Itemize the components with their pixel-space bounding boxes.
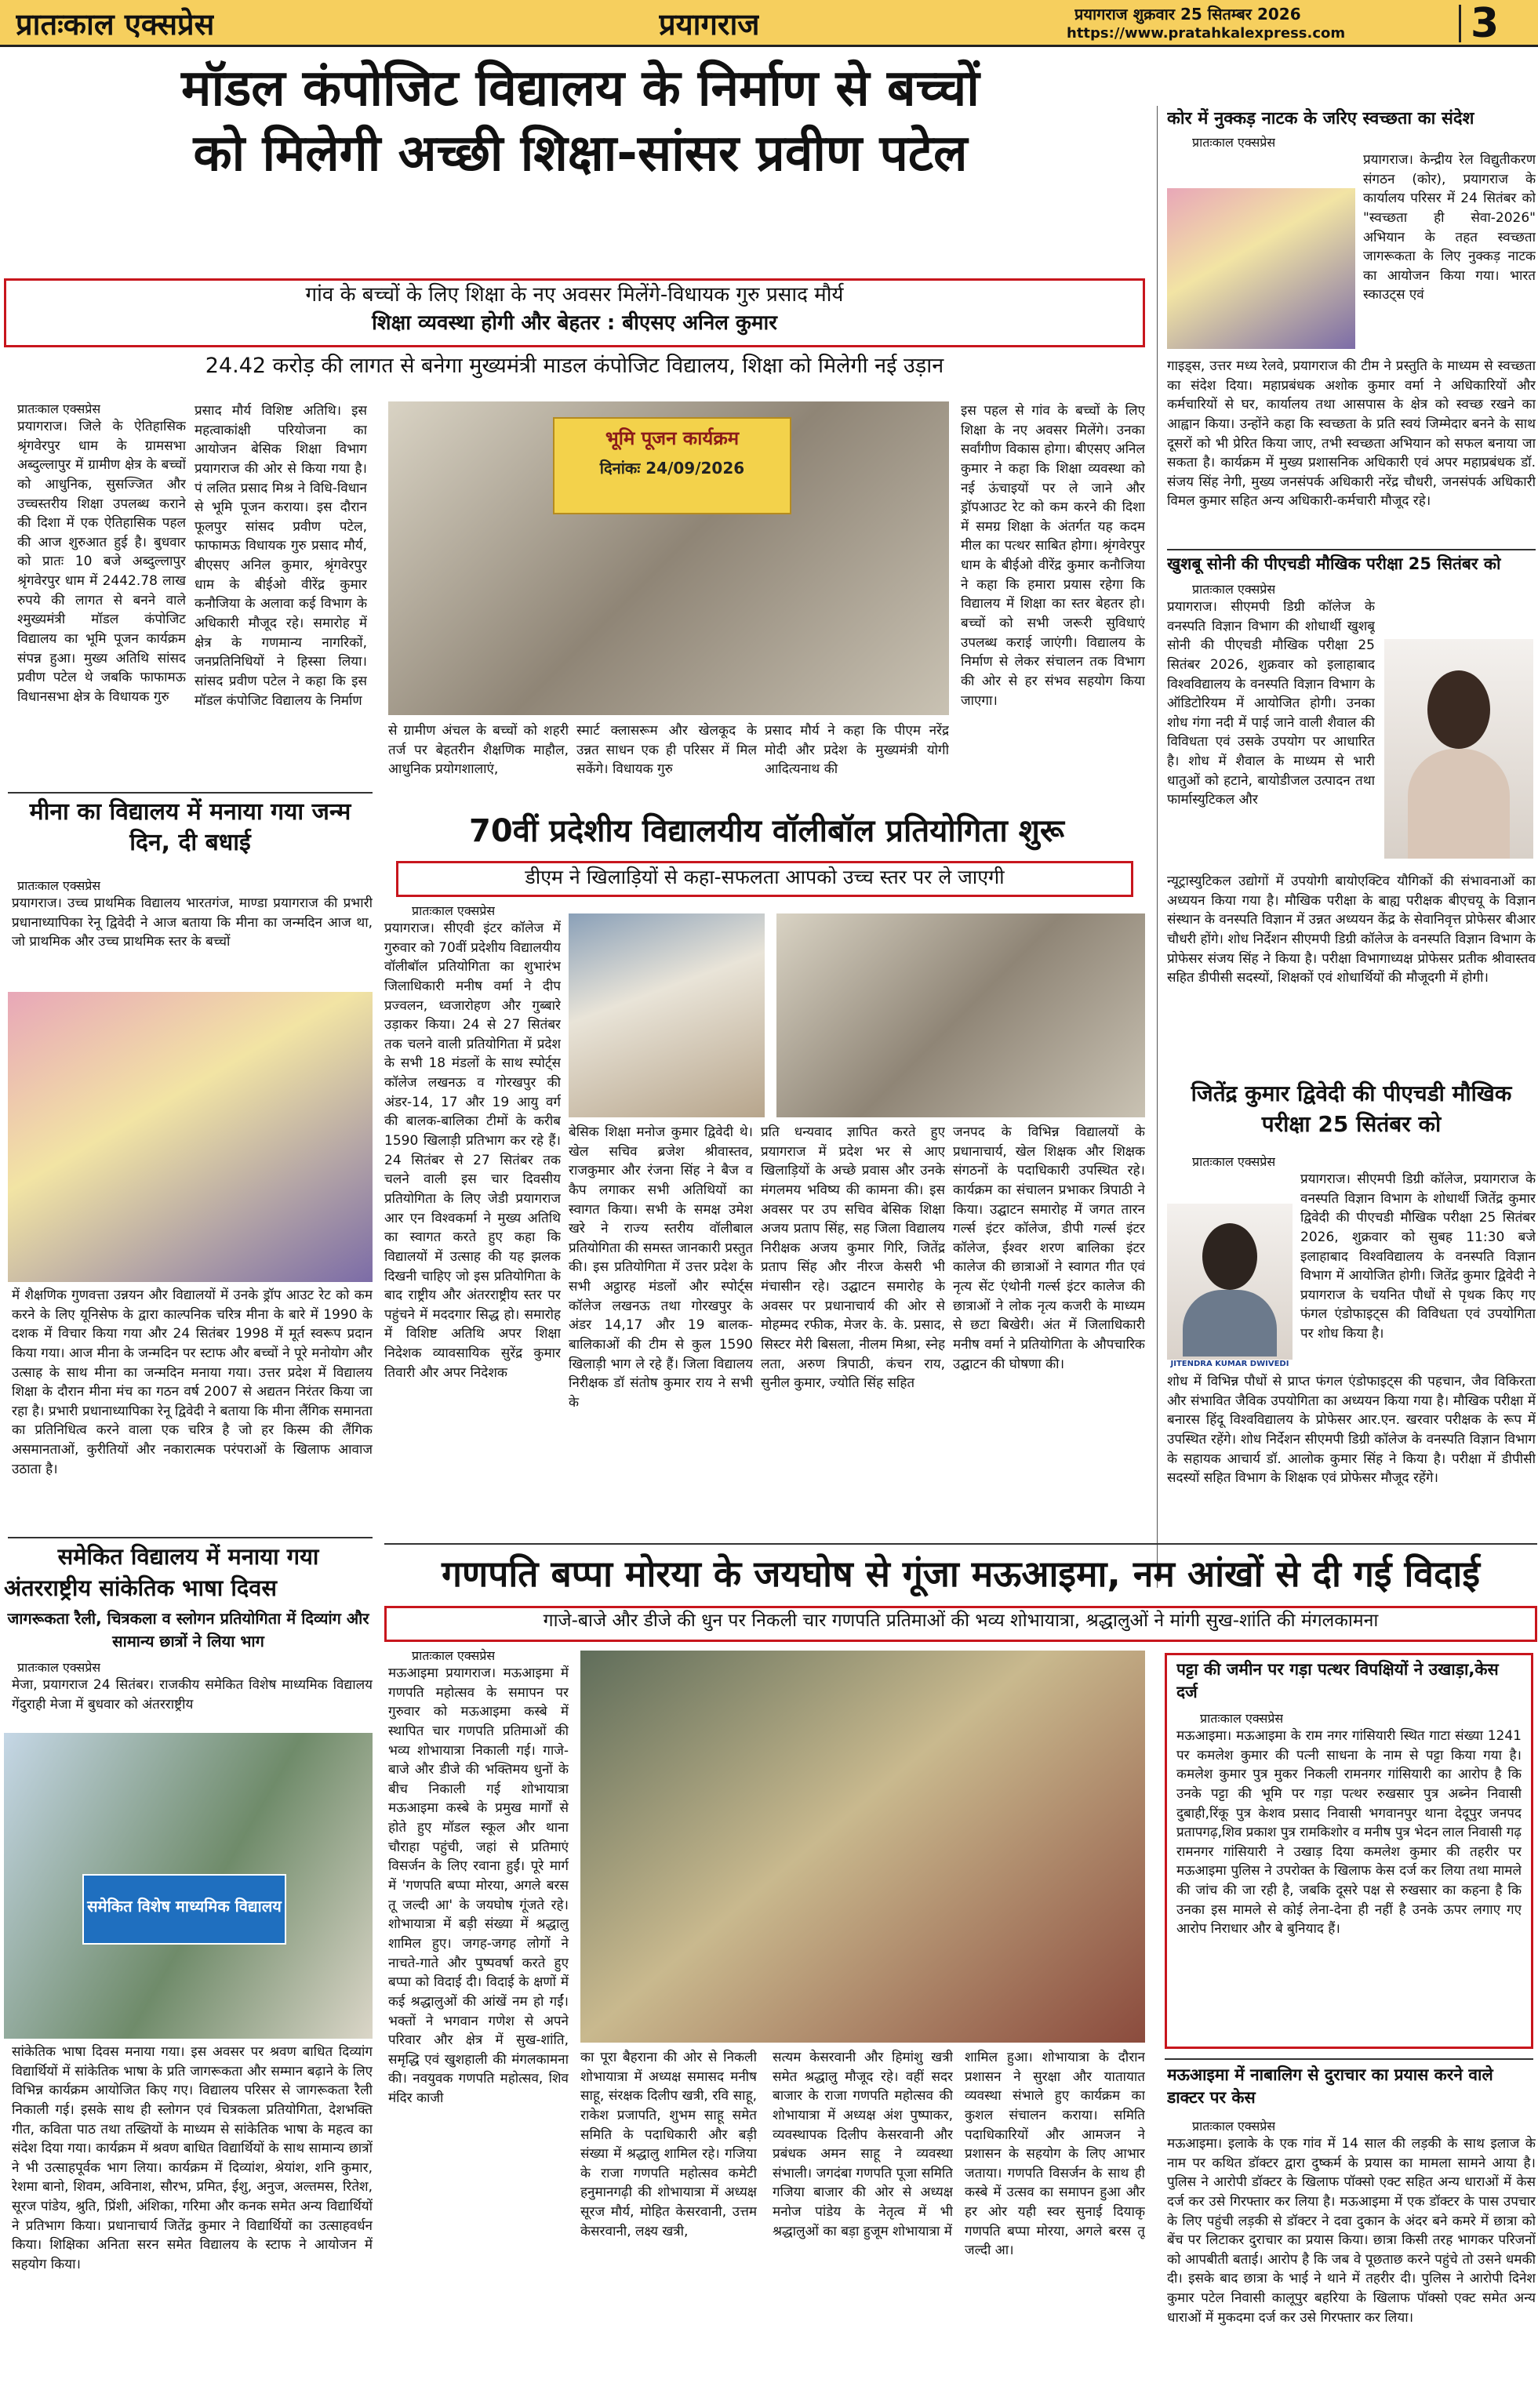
nukkad-intro: प्रयागराज। केन्द्रीय रेल विद्युतीकरण संगठन (कोर), प्रयागराज के कार्यालय परिसर में 24 सितंबर को "स्वच्छता ही सेवा-2026" अभियान के तहत स्वच्छता जागरूकता के लिए नुक्कड़ नाटक का आयोजन किया गया। भारत स्काउट्स एवं [1363,152,1536,303]
lead-col2: प्रसाद मौर्य विशिष्ट अतिथि। इस महत्वाकांक्षी परियोजना का आयोजन बेसिक शिक्षा विभाग प्रयागराज की ओर से किया गया है। पं ललित प्रसाद मिश्र ने विधि-विधान से भूमि पूजन कराया। इस दौरान फूलपुर सांसद प्रवीण पटेल, फाफामऊ विधायक गुरु प्रसाद मौर्य, बीएसए अनिल कुमार, श्रृंगवेरपुर धाम के बीईओ वीरेंद्र कुमार कनौजिया के अलावा कई विभाग के अधिकारी मौजूद रहे। समारोह में क्षेत्र के गणमान्य नागरिकों, जनप्रतिनिधियों ने हिस्सा लिया। सांसद प्रवीण पटेल ने कहा कि इस मॉडल कंपोजिट विद्यालय के निर्माण [195,403,367,709]
jitendra-headline: जितेंद्र कुमार द्विवेदी की पीएचडी मौखिक परीक्षा 25 सितंबर को [1191,1081,1512,1138]
lead-sub3: 24.42 करोड़ की लागत से बनेगा मुख्यमंत्री माडल कंपोजिट विद्यालय, शिक्षा को मिलेगी नई उड़ान [205,354,944,378]
nukkad-rule [1167,549,1536,550]
patta-body: मऊआइमा। मऊआइमा के राम नगर गांसियारी स्थित गाटा संख्या 1241 पर कमलेश कुमार की पत्नी साधना के नाम से पट्टा किया गया है। कमलेश कुमार पुत्र मुकर निकली रामनगर गांसियारी का आरोप है कि उनके पट्टा की भूमि पर गड़ा पत्थर रुखसार पुत्र अब्नेन निवासी दुबाही,रिंकू पुत्र केशव प्रसाद निवासी भगवानपुर थाना देदूपुर जनपद प्रतापगढ़,शिव प्रकाश पुत्र रामकिशोर व मनीष पुत्र भेदन लाल निवासी गढ़ रामनगर गांसियारी ने उखाड़ दिया कमलेश कुमार की तहरीर पर मऊआइमा पुलिस ने उपरोक्त के खिलाफ केस दर्ज कर लिया तथा मामले की जांच की जा रही है, जबकि दूसरे पक्ष से रुखसार का कहना है कि उनका इस मामले से कोई लेना-देना ही नहीं है उनके ऊपर लगाए गए आरोप निराधार और बे बुनियाद हैं। [1176,1728,1522,1938]
edition-city: प्रयागराज [659,7,760,42]
website-link[interactable]: https://www.pratahkalexpress.com [1067,25,1346,42]
date-line: प्रयागराज शुक्रवार 25 सितम्बर 2026 [1074,5,1301,24]
page-number: 3 [1471,0,1500,47]
volleyball-col1: प्रयागराज। सीएवी इंटर कॉलेज में गुरुवार को 70वीं प्रदेशीय विद्यालयीय वॉलीबॉल प्रतियोगिता का शुभारंभ जिलाधिकारी मनीष वर्मा ने दीप प्रज्वलन, ध्वजारोहण और गुब्बारे उड़ाकर किया। 24 से 27 सितंबर तक चलने वाली प्रतियोगिता में प्रदेश के सभी 18 मंडलों के साथ स्पोर्ट्स कॉलेज लखनऊ व गोरखपुर की अंडर-14, 17 और 19 आयु वर्ग की बालक-बालिका टीमों के करीब 1590 खिलाड़ी प्रतिभाग कर रहे हैं। 24 सितंबर से 27 सितंबर तक चलने वाली इस चार दिवसीय प्रतियोगिता के लिए जेडी प्रयागराज आर एन विश्वकर्मा ने मुख्य अतिथि का स्वागत करते हुए कहा कि विद्यालयों में उत्साह की यह झलक दिखनी चाहिए जो इस प्रतियोगिता के बाद राष्ट्रीय और अंतरराष्ट्रीय स्तर पर पहुंचने में मददगार सिद्ध हो। समारोह में विशिष्ट अतिथि अपर शिक्षा निदेशक व्यावसायिक सुरेंद्र कुमार तिवारी और अपर निदेशक [384,921,561,1381]
jitendra-body: शोध में विभिन्न पौधों से प्राप्त फंगल एंडोफाइट्स की पहचान, जैव विकिरता और संभावित जैविक उपयोगिता का अध्ययन किया गया है। मौखिक परीक्षा में बनारस हिंदू विश्वविद्यालय के प्रोफेसर आर.एन. खरवार परीक्षक के रूप में उपस्थित रहेंगे। शोध निर्देशन सीएमपी डिग्री कॉलेज के वनस्पति विज्ञान विभाग के सहायक आचार्य डॉ. आलोक कुमार सिंह ने किया है। परीक्षा में डीपीसी सदस्यों सहित विभाग के शिक्षक एवं प्रोफेसर मौजूद रहेंगे। [1167,1374,1536,1487]
mina-body: में शैक्षणिक गुणवत्ता उन्नयन और विद्यालयों में उनके ड्रॉप आउट रेट को कम करने के लिए यूनिसेफ के द्वारा काल्पनिक चरित्र मीना के बारे में 1990 के दशक में विचार किया गया और 24 सितंबर 1998 में मूर्त स्वरूप प्रदान किया गया। आज मीना के जन्मदिन पर स्टाफ और बच्चों ने पूरे मनोयोग और उत्साह के साथ मीना का जन्मदिन मनाया गया। उत्तर प्रदेश में विद्यालय शिक्षा के दौरान मीना मंच का गठन वर्ष 2007 से अद्यतन निरंतर किया जा रहा है। प्रभारी प्रधानाध्यापिका रेनू द्विवेदी ने बताया कि मीना लैंगिक समानता का प्रतिनिधित्व करने वाला एक चरित्र है जो हर किस्म की लैंगिक असमानताओं, कुरीतियों और नकारात्मक परंपराओं के खिलाफ आवाज उठाता है। [12,1288,373,1477]
volleyball-col3: प्रति धन्यवाद ज्ञापित करते हुए प्रयागराज में प्रदेश भर से आए खिलाड़ियों के अच्छे प्रवास और उनके मंगलमय भविष्य की कामना की। इस अवसर पर उप सचिव बेसिक शिक्षा अजय प्रताप सिंह, सह जिला विद्यालय निरीक्षक अजय कुमार गिरि, जितेंद्र प्रताप सिंह और नीरज केसरी भी मंचासीन रहे। उद्घाटन समारोह के अवसर पर प्रधानाचार्य की ओर से मोहम्मद रफीक, मेजर के. के. प्रसाद, सिस्टर मेरी बिसला, नीलम मिश्रा, स्नेह लता, अरुण त्रिपाठी, कंचन राय, सुनील कुमार, ज्योति सिंह सहित [761,1124,945,1392]
signlang-rule [8,1537,373,1538]
khushbu-intro: प्रयागराज। सीएमपी डिग्री कॉलेज के वनस्पति विज्ञान विभाग की शोधार्थी खुशबू सोनी की पीएचडी मौखिक परीक्षा 25 सितंबर 2026, शुक्रवार को इलाहाबाद विश्वविद्यालय के वनस्पति विज्ञान विभाग के ऑडिटोरियम में आयोजित होगी। उनका शोध गंगा नदी में पाई जाने वाली शैवाल की विविधता एवं उसके उपयोग पर आधारित है। शोध में शैवाल के माध्यम से भारी धातुओं को हटाने, बायोडीजल उत्पादन तथा फार्मास्युटिकल और [1167,599,1375,808]
mina-byline: प्रातःकाल एक्सप्रेस [17,878,101,893]
khushbu-byline: प्रातःकाल एक्सप्रेस [1192,582,1276,597]
signlang-byline: प्रातःकाल एक्सप्रेस [17,1660,101,1675]
nukkad-body: गाइड्स, उत्तर मध्य रेलवे, प्रयागराज की टीम ने प्रस्तुति के माध्यम से स्वच्छता का संदेश दिया। महाप्रबंधक अशोक कुमार वर्मा ने अधिकारियों और कर्मचारियों से घर, कार्यालय तथा आसपास के क्षेत्र को स्वच्छ रखने का आह्वान किया। उन्होंने कहा कि स्वच्छता के प्रति स्वयं जिम्मेदार बनने के साथ दूसरों को भी प्रेरित किया जाए, तभी स्वच्छता अभियान को सफल बनाया जा सकता है। कार्यक्रम में मुख्य प्रशासनिक अधिकारी एवं अपर महाप्रबंधक डॉ. संजय सिंह नेगी, मुख्य जनसंपर्क अधिकारी नरेंद्र चौधरी, जनसंपर्क अधिकारी विमल कुमार सहित अन्य अधिकारी-कर्मचारी मौजूद रहे। [1167,358,1536,510]
masthead-divider [1459,5,1461,42]
lead-photo-banner [553,417,791,514]
lead-col6: इस पहल से गांव के बच्चों के लिए शिक्षा के नए अवसर मिलेंगे। उनका सर्वांगीण विकास होगा। बीएसए अनिल कुमार ने कहा कि शिक्षा व्यवस्था को नई ऊंचाइयों पर ले जाने और ड्रॉपआउट रेट को कम करने की दिशा में समग्र शिक्षा के अंतर्गत यह कदम मील का पत्थर साबित होगा। श्रृंगवेरपुर धाम के बीईओ वीरेंद्र कुमार कनौजिया ने कहा कि हमारा प्रयास रहेगा कि विद्यालय में शिक्षा का स्तर बेहतर हो। बच्चों को सभी जरूरी सुविधाएं उपलब्ध कराई जाएंगी। विद्यालय के निर्माण से लेकर संचालन तक विभाग की ओर से हर संभव सहयोग किया जाएगा। [961,403,1145,709]
ganpati-col2: का पूरा बैहराना की ओर से निकली शोभायात्रा में अध्यक्ष समासद मनीष साहू, संरक्षक दिलीप खत्री, रवि साहू, राकेश प्रजापति, शुभम साहू समेत समिति के पदाधिकारी और बड़ी संख्या में श्रद्धालु शामिल रहे। गजिया के राजा गणपति महोत्सव कमेटी हनुमानगढ़ी की शोभायात्रा में अध्यक्ष सूरज मौर्य, मोहित केसरवानी, उत्तम केसरवानी, लक्ष्य खत्री, [580,2050,757,2239]
jitendra-intro: प्रयागराज। सीएमपी डिग्री कॉलेज, प्रयागराज के वनस्पति विज्ञान विभाग के शोधार्थी जितेंद्र कुमार द्विवेदी की पीएचडी मौखिक परीक्षा 25 सितंबर 2026, शुक्रवार को सुबह 11:30 बजे इलाहाबाद विश्वविद्यालय के वनस्पति विज्ञान विभाग में आयोजित होगी। जितेंद्र कुमार द्विवेदी ने प्रयागराज के चयनित पौधों से पृथक किए गए फंगल एंडोफाइट्स की विविधता एवं उपयोगिता पर शोध किया है। [1300,1171,1536,1342]
portrait-body-icon [1408,749,1510,859]
volleyball-photo-2 [776,913,1145,1117]
signlang-headline2: अंतरराष्ट्रीय सांकेतिक भाषा दिवस [4,1574,277,1601]
paper-name: प्रातःकाल एक्सप्रेस [16,7,215,42]
khushbu-portrait [1384,639,1533,859]
ganpati-rule [384,1543,1537,1545]
jitendra-byline: प्रातःकाल एक्सप्रेस [1192,1154,1276,1169]
volleyball-col2: बेसिक शिक्षा मनोज कुमार द्विवेदी थे। खेल सचिव ब्रजेश श्रीवास्तव, राजकुमार और रंजना सिंह ने बैज व कैप लगाकर सभी अतिथियों का स्वागत किया। सभी के समक्ष उमेश खरे ने राज्य स्तरीय वॉलीबाल प्रतियोगिता की समस्त जानकारी प्रस्तुत की। इस प्रतियोगिता में उत्तर प्रदेश के सभी अट्ठारह मंडलों और स्पोर्ट्स कॉलेज लखनऊ तथा गोरखपुर के अंडर 14,17 और 19 बालक-बालिकाओं की टीम से कुल 1590 खिलाड़ी भाग ले रहे हैं। जिला विद्यालय निरीक्षक डॉ संतोष कुमार राय ने सभी के [569,1124,753,1411]
lead-col3: से ग्रामीण अंचल के बच्चों को शहरी तर्ज पर बेहतरीन शैक्षणिक माहौल, आधुनिक प्रयोगशालाएं, [388,723,569,778]
khushbu-headline: खुशबू सोनी की पीएचडी मौखिक परीक्षा 25 सितंबर को [1167,554,1501,573]
lead-photo-banner-title: भूमि पूजन कार्यक्रम [605,427,740,449]
mina-photo [8,992,373,1282]
signlang-sub: जागरूकता रैली, चित्रकला व स्लोगन प्रतियोगिता में दिव्यांग और सामान्य छात्रों ने लिया भाग [7,1609,369,1651]
signlang-headline1: समेकित विद्यालय में मनाया गया [57,1543,319,1570]
doctor-rule [1165,2058,1533,2060]
ganpati-col1: मऊआइमा प्रयागराज। मऊआइमा में गणपति महोत्सव के समापन पर गुरुवार को मऊआइमा कस्बे में स्थापित चार गणपति प्रतिमाओं की भव्य शोभायात्रा निकाली गई। गाजे-बाजे और डीजे की भक्तिमय धुनों के बीच निकाली गई शोभायात्रा मऊआइमा कस्बे के प्रमुख मार्गों से होते हुए मॉडल स्कूल और थाना चौराहा पहुंची, जहां से प्रतिमाएं विसर्जन के लिए रवाना हुईं। पूरे मार्ग में 'गणपति बप्पा मोरया, अगले बरस तू जल्दी आ' के जयघोष गूंजते रहे। शोभायात्रा में बड़ी संख्या में श्रद्धालु शामिल हुए। जगह-जगह लोगों ने नाचते-गाते और पुष्पवर्षा करते हुए बप्पा को विदाई दी। विदाई के क्षणों में कई श्रद्धालुओं की आंखें नम हो गईं। भक्तों ने भगवान गणेश से अपने परिवार और क्षेत्र में सुख-शांति, समृद्धि एवं खुशहाली की मंगलकामना की। नवयुवक गणपति महोत्सव, शिव मंदिर काजी [388,1665,569,2107]
volleyball-col4: जनपद के विभिन्न विद्यालयों के प्रधानाचार्य, खेल शिक्षक और शिक्षक संगठनों के पदाधिकारी उपस्थित रहे। कार्यक्रम का संचालन प्रभाकर त्रिपाठी ने किया। उद्घाटन समारोह में जगत तारन गर्ल्स इंटर कॉलेज, डीपी गर्ल्स इंटर कॉलेज, ईश्वर शरण बालिका इंटर कालेज की छात्राओं ने स्वागत गीत एवं नृत्य सेंट एंथोनी गर्ल्स इंटर कालेज की छात्राओं ने लोक नृत्य कजरी के माध्यम से छटा बिखेरी। अंत में जिलाधिकारी मनीष वर्मा ने प्रतियोगिता के औपचारिक उद्घाटन की घोषणा की। [953,1124,1145,1372]
ganpati-col4: शामिल हुआ। शोभायात्रा के दौरान प्रशासन ने सुरक्षा और यातायात व्यवस्था संभाले हुए कार्यक्रम का कुशल संचालन कराया। समिति पदाधिकारियों और आमजन ने प्रशासन के सहयोग के लिए आभार जताया। गणपति विसर्जन के साथ ही कस्बे में उत्सव का समापन हुआ और हर ओर यही स्वर सुनाई दियाकृ गणपति बप्पा मोरया, अगले बरस तू जल्दी आ। [965,2050,1145,2259]
ganpati-sub: गाजे-बाजे और डीजे की धुन पर निकली चार गणपति प्रतिमाओं की भव्य शोभायात्रा, श्रद्धालुओं ने मांगी सुख-शांति की मंगलकामना [384,1606,1537,1642]
ganpati-photo [580,1651,1145,2043]
nukkad-headline: कोर में नुक्कड़ नाटक के जरिए स्वच्छता का संदेश [1167,109,1474,129]
lead-headline-line1: मॉडल कंपोजिट विद्यालय के निर्माण से बच्चों [181,60,980,118]
doctor-body: मऊआइमा। इलाके के एक गांव में 14 साल की लड़की के साथ इलाज के नाम पर कथित डॉक्टर द्वारा दुष्कर्म के प्रयास का मामला सामने आया है। पुलिस ने आरोपी डॉक्टर के खिलाफ पॉक्सो एक्ट सहित अन्य धाराओं में केस दर्ज कर उसे गिरफ्तार कर लिया है। मऊआइमा में एक डॉक्टर के पास उपचार के लिए पहुंची लड़की से डॉक्टर ने दवा दुकान के अंदर बने कमरे में छात्रा को बेंच पर लिटाकर दुराचार का प्रयास किया। छात्रा किसी तरह भागकर परिजनों को आपबीती बताई। आरोप है कि जब वे पूछताछ करने पहुंचे तो उसने धमकी दी। इसके बाद छात्रा के भाई ने थाने में तहरीर दी। पुलिस ने आरोपी दिनेश कुमार पटेल निवासी कालूपुर बहरिया के खिलाफ पॉक्सो एक्ट समेत अन्य धाराओं में मुकदमा दर्ज कर उसे गिरफ्तार कर लिया। [1167,2136,1536,2326]
signlang-photo-banner: समेकित विशेष माध्यमिक विद्यालय [82,1874,286,1945]
lead-headline-line2: को मिलेगी अच्छी शिक्षा-सांसर प्रवीण पटेल [193,125,968,183]
volleyball-byline: प्रातःकाल एक्सप्रेस [412,903,496,918]
patta-byline: प्रातःकाल एक्सप्रेस [1200,1711,1284,1726]
lead-headline [16,56,1145,187]
jitendra-photo-caption: JITENDRA KUMAR DWIVEDI [1167,1360,1293,1368]
lead-sub2: शिक्षा व्यवस्था होगी और बेहतर : बीएसए अनिल कुमार [372,311,777,336]
volleyball-headline: 70वीं प्रदेशीय विद्यालयीय वॉलीबॉल प्रतियोगिता शुरू [469,813,1064,849]
patta-headline: पट्टा की जमीन पर गड़ा पत्थर विपक्षियों ने उखाड़ा,केस दर्ज [1176,1660,1499,1702]
volleyball-sub: डीएम ने खिलाड़ियों से कहा-सफलता आपको उच्च स्तर पर ले जाएगी [396,861,1133,897]
lead-photo [388,401,949,715]
doctor-headline: मऊआइमा में नाबालिग से दुराचार का प्रयास करने वाले डाक्टर पर केस [1167,2065,1493,2108]
lead-col1: प्रयागराज। जिले के ऐतिहासिक श्रृंगवेरपुर धाम के ग्रामसभा अब्दुल्लापुर में ग्रामीण क्षेत्र के बच्चों को आधुनिक, सुसज्जित और उच्चस्तरीय शिक्षा उपलब्ध कराने की दिशा में एक ऐतिहासिक पहल की आज शुरुआत हुई है। बुधवार को प्रातः 10 बजे अब्दुल्लापुर श्रृंगवेरपुर धाम में 2442.78 लाख रुपये की लागत से बनने वाले श्मुख्यमंत्री मॉडल कंपोजिट विद्यालय का भूमि पूजन कार्यक्रम संपन्न हुआ। मुख्य अतिथि सांसद प्रवीण पटेल थे जबकि फाफामऊ विधानसभा क्षेत्र के विधायक गुरु [17,419,186,705]
doctor-byline: प्रातःकाल एक्सप्रेस [1192,2119,1276,2134]
lead-subhead-box [4,278,1145,347]
mina-rule [8,792,373,794]
mina-intro: प्रयागराज। उच्च प्राथमिक विद्यालय भारतगंज, माण्डा प्रयागराज की प्रभारी प्रधानाध्यापिका रेनू द्विवेदी ने आज बताया कि मीना का जन्मदिन आज था, जो प्राथमिक और उच्च प्राथमिक स्तर के बच्चों [12,895,373,950]
lead-col4: स्मार्ट क्लासरूम और खेलकूद के उन्नत साधन एक ही परिसर में मिल सकेंगे। विधायक गुरु [576,723,757,778]
portrait-head-icon [1427,670,1490,749]
lead-photo-banner-date: दिनांकः 24/09/2026 [599,459,745,478]
column-rule-right [1157,106,1158,1588]
lead-byline: प्रातःकाल एक्सप्रेस [17,401,101,416]
khushbu-body: न्यूट्रास्युटिकल उद्योगों में उपयोगी बायोएक्टिव यौगिकों की संभावनाओं का अध्ययन किया गया है। मौखिक परीक्षा के बाह्य परीक्षक बीएचयू के विज्ञान संस्थान के वनस्पति विज्ञान में उन्नत अध्ययन केंद्र के सेवानिवृत्त प्रोफेसर बीआर चौधरी होंगे। शोध निर्देशन सीएमपी डिग्री कॉलेज के वनस्पति विज्ञान विभाग के प्रोफेसर संजय सिंह ने किया है। परीक्षा विभागाध्यक्ष प्रोफेसर प्रतीक श्रीवास्तव सहित डीपीसी सदस्यों, शिक्षकों एवं शोधार्थियों की मौजूदगी में होगी। [1167,873,1536,986]
lead-sub1: गांव के बच्चों के लिए शिक्षा के नए अवसर मिलेंगे-विधायक गुरु प्रसाद मौर्य [305,283,844,307]
ganpati-byline: प्रातःकाल एक्सप्रेस [412,1648,496,1663]
mina-headline: मीना का विद्यालय में मनाया गया जन्म दिन, दी बधाई [29,798,351,856]
signlang-intro: मेजा, प्रयागराज 24 सितंबर। राजकीय समेकित विशेष माध्यमिक विद्यालय गेंदुराही मेजा में बुधवार को अंतरराष्ट्रीय [12,1677,373,1712]
lead-col5: प्रसाद मौर्य ने कहा कि पीएम नरेंद्र मोदी और प्रदेश के मुख्यमंत्री योगी आदित्यनाथ की [765,723,949,778]
signlang-photo [4,1733,373,2039]
ganpati-col3: सत्यम केसरवानी और हिमांशु खत्री समेत श्रद्धालु मौजूद रहे। वहीं सदर बाजार के राजा गणपति महोत्सव की शोभायात्रा में अध्यक्ष अंश पुष्पाकर, व्यवस्थापक दिलीप केसरवानी और प्रबंधक अमन साहू ने व्यवस्था संभाली। जगदंबा गणपति पूजा समिति गजिया बाजार की ओर से अध्यक्ष मनोज पांडेय के नेतृत्व में भी श्रद्धालुओं का बड़ा हुजूम शोभायात्रा में [773,2050,953,2239]
nukkad-byline: प्रातःकाल एक्सप्रेस [1192,135,1276,150]
ganpati-headline: गणपति बप्पा मोरया के जयघोष से गूंजा मऊआइमा, नम आंखों से दी गई विदाई [442,1553,1480,1595]
signlang-body: सांकेतिक भाषा दिवस मनाया गया। इस अवसर पर श्रवण बाधित दिव्यांग विद्यार्थियों में सांकेतिक भाषा के प्रति जागरूकता और सम्मान बढ़ाने के लिए विभिन्न कार्यक्रम आयोजित किए गए। विद्यालय परिसर से जागरूकता रैली निकाली गई। इसके साथ ही स्लोगन एवं चित्रकला प्रतियोगिता, देशभक्ति गीत, कविता पाठ तथा तख्तियों के माध्यम से सांकेतिक भाषा के महत्व का संदेश दिया गया। कार्यक्रम में श्रवण बाधित विद्यार्थियों के साथ सामान्य छात्रों ने भी उत्साहपूर्वक भाग लिया। कार्यक्रम में दिव्यांश, श्रेयांश, शनि कुमार, रेशमा बानो, शिवम, अविनाश, सौरभ, प्रमित, ईशु, अनुज, अल्तमस, रितेश, सूरज पांडेय, श्रुति, प्रिंशी, अंशिका, गरिमा और कनक समेत अन्य विद्यार्थियों ने प्रतिभाग किया। प्रधानाचार्य जितेंद्र कुमार ने विद्यार्थियों का उत्साहवर्धन किया। शिक्षिका अनिता सरन समेत विद्यालय के स्टाफ ने आयोजन में सहयोग किया। [12,2044,373,2273]
volleyball-photo-1 [569,913,765,1117]
